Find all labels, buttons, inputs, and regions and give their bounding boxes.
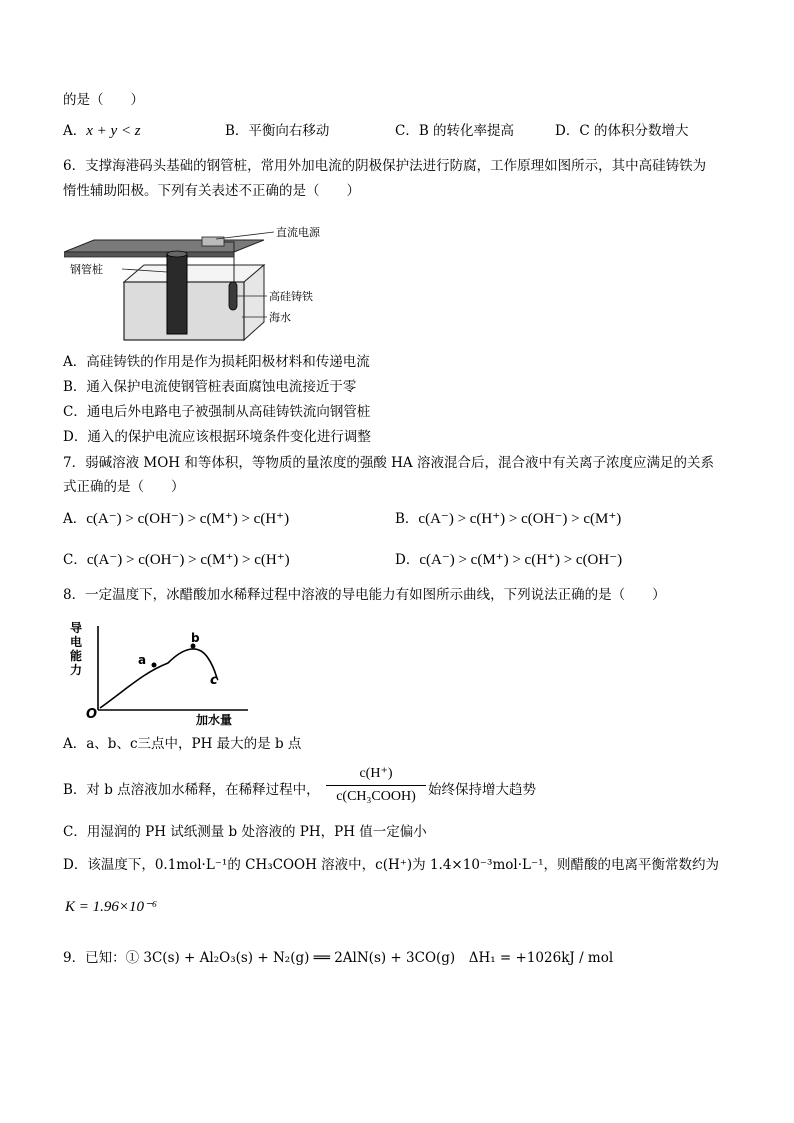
q5-option-c — [395, 122, 514, 140]
pile-top — [167, 251, 187, 257]
q8-option-b-pre: B．对 b 点溶液加水稀释，在稀释过程中， — [63, 782, 320, 798]
tank-back — [124, 265, 264, 282]
q7-option-c-text: c(A⁻) > c(OH⁻) > c(M⁺) > c(H⁺) — [86, 552, 290, 568]
q8-option-d-line1: D．该温度下，0.1mol·L⁻¹的 CH₃COOH 溶液中，c(H⁺)为 1.4×10⁻³mol·L⁻¹，则醋酸的电离平衡常数约为 — [63, 857, 719, 873]
q7-option-b — [395, 510, 621, 528]
q5-option-d-letter: D． — [555, 123, 580, 139]
q7-option-a-text: c(A⁻) > c(OH⁻) > c(M⁺) > c(H⁺) — [86, 511, 290, 527]
q6-option-b: B．通入保护电流使钢管桩表面腐蚀电流接近于零 — [63, 379, 357, 395]
point-a-label: a — [138, 653, 147, 667]
fraction-bar — [326, 785, 426, 786]
label-power: 直流电源 — [276, 226, 320, 239]
q6-stem-line1: 6．支撑海港码头基础的钢管桩，常用外加电流的阴极保护法进行防腐，工作原理如图所示，其中高硅铸铁为 — [63, 158, 707, 174]
q5-stem-tail: 的是（ ） — [63, 92, 144, 108]
label-pile: 钢管桩 — [70, 263, 103, 276]
q8-option-b-fraction — [326, 764, 426, 807]
q8-option-a: A．a、b、c三点中，PH 最大的是 b 点 — [63, 736, 302, 752]
q6-option-a: A．高硅铸铁的作用是作为损耗阳极材料和传递电流 — [63, 354, 370, 370]
y-axis-label-2: 电 — [70, 635, 83, 649]
origin-label: O — [86, 707, 98, 722]
q5-option-c-text: B 的转化率提高 — [418, 123, 515, 139]
q5-option-d-text: C 的体积分数增大 — [579, 123, 689, 139]
q5-option-b-text: 平衡向右移动 — [248, 123, 330, 139]
q8-option-c: C．用湿润的 PH 试纸测量 b 处溶液的 PH，PH 值一定偏小 — [63, 824, 427, 840]
q7-option-d-letter: D． — [395, 552, 420, 568]
q8-option-d-line2: K = 1.96×10⁻⁶ — [65, 899, 158, 915]
fraction-denominator: c(CH₃COOH) — [336, 789, 416, 804]
q5-option-b — [225, 122, 329, 140]
q5-option-a-text: x + y < z — [86, 123, 141, 139]
q7-option-c-letter: C． — [63, 552, 87, 568]
leader-power — [216, 232, 274, 239]
x-axis-label: 加水量 — [196, 713, 233, 727]
q6-option-c: C．通电后外电路电子被强制从高硅铸铁流向钢管桩 — [63, 404, 371, 420]
point-b-label: b — [191, 631, 200, 645]
q7-stem-line1: 7．弱碱溶液 MOH 和等体积，等物质的量浓度的强酸 HA 溶液混合后，混合液中有关离子浓度应满足的关系 — [63, 455, 714, 471]
q5-option-a-letter: A． — [63, 123, 87, 139]
q7-option-d — [395, 551, 622, 569]
label-anode: 高硅铸铁 — [269, 290, 313, 303]
q8-conductivity-graph — [68, 618, 258, 728]
q6-stem-line2: 惰性辅助阳极。下列有关表述不正确的是（ ） — [63, 183, 360, 199]
q6-option-d: D．通入的保护电流应该根据环境条件变化进行调整 — [63, 429, 371, 445]
y-axis-label-3: 能 — [70, 649, 83, 663]
point-c-label: c — [210, 673, 218, 688]
q7-option-a-letter: A． — [63, 511, 87, 527]
fraction-numerator: c(H⁺) — [359, 766, 393, 781]
q5-option-a — [63, 122, 141, 140]
q7-option-a — [63, 510, 289, 528]
point-a — [152, 663, 157, 668]
y-axis-label-4: 力 — [70, 663, 83, 677]
q7-option-c — [63, 551, 290, 569]
label-seawater: 海水 — [269, 311, 291, 324]
q8-stem: 8．一定温度下，冰醋酸加水稀释过程中溶液的导电能力有如图所示曲线，下列说法正确的是（ ） — [63, 587, 666, 603]
q5-option-d — [555, 122, 688, 140]
conductivity-curve — [100, 649, 218, 708]
q6-figure-cathodic-protection — [64, 222, 364, 347]
y-axis-label-1: 导 — [70, 621, 83, 635]
steel-pipe-pile — [167, 254, 187, 334]
q7-stem-line2: 式正确的是（ ） — [63, 479, 185, 495]
q7-option-b-text: c(A⁻) > c(H⁺) > c(OH⁻) > c(M⁺) — [418, 511, 622, 527]
anode-rod — [229, 282, 237, 310]
top-board-edge — [64, 252, 234, 257]
q5-option-c-letter: C． — [395, 123, 419, 139]
q7-option-b-letter: B． — [395, 511, 419, 527]
q7-option-d-text: c(A⁻) > c(M⁺) > c(H⁺) > c(OH⁻) — [419, 552, 623, 568]
q9-stem: 9．已知：① 3C(s) + Al₂O₃(s) + N₂(g) ══ 2AlN(s) + 3CO(g) ΔH₁ = +1026kJ / mol — [63, 950, 614, 966]
q5-option-b-letter: B． — [225, 123, 249, 139]
q8-option-b-post: 始终保持增大趋势 — [428, 782, 536, 798]
